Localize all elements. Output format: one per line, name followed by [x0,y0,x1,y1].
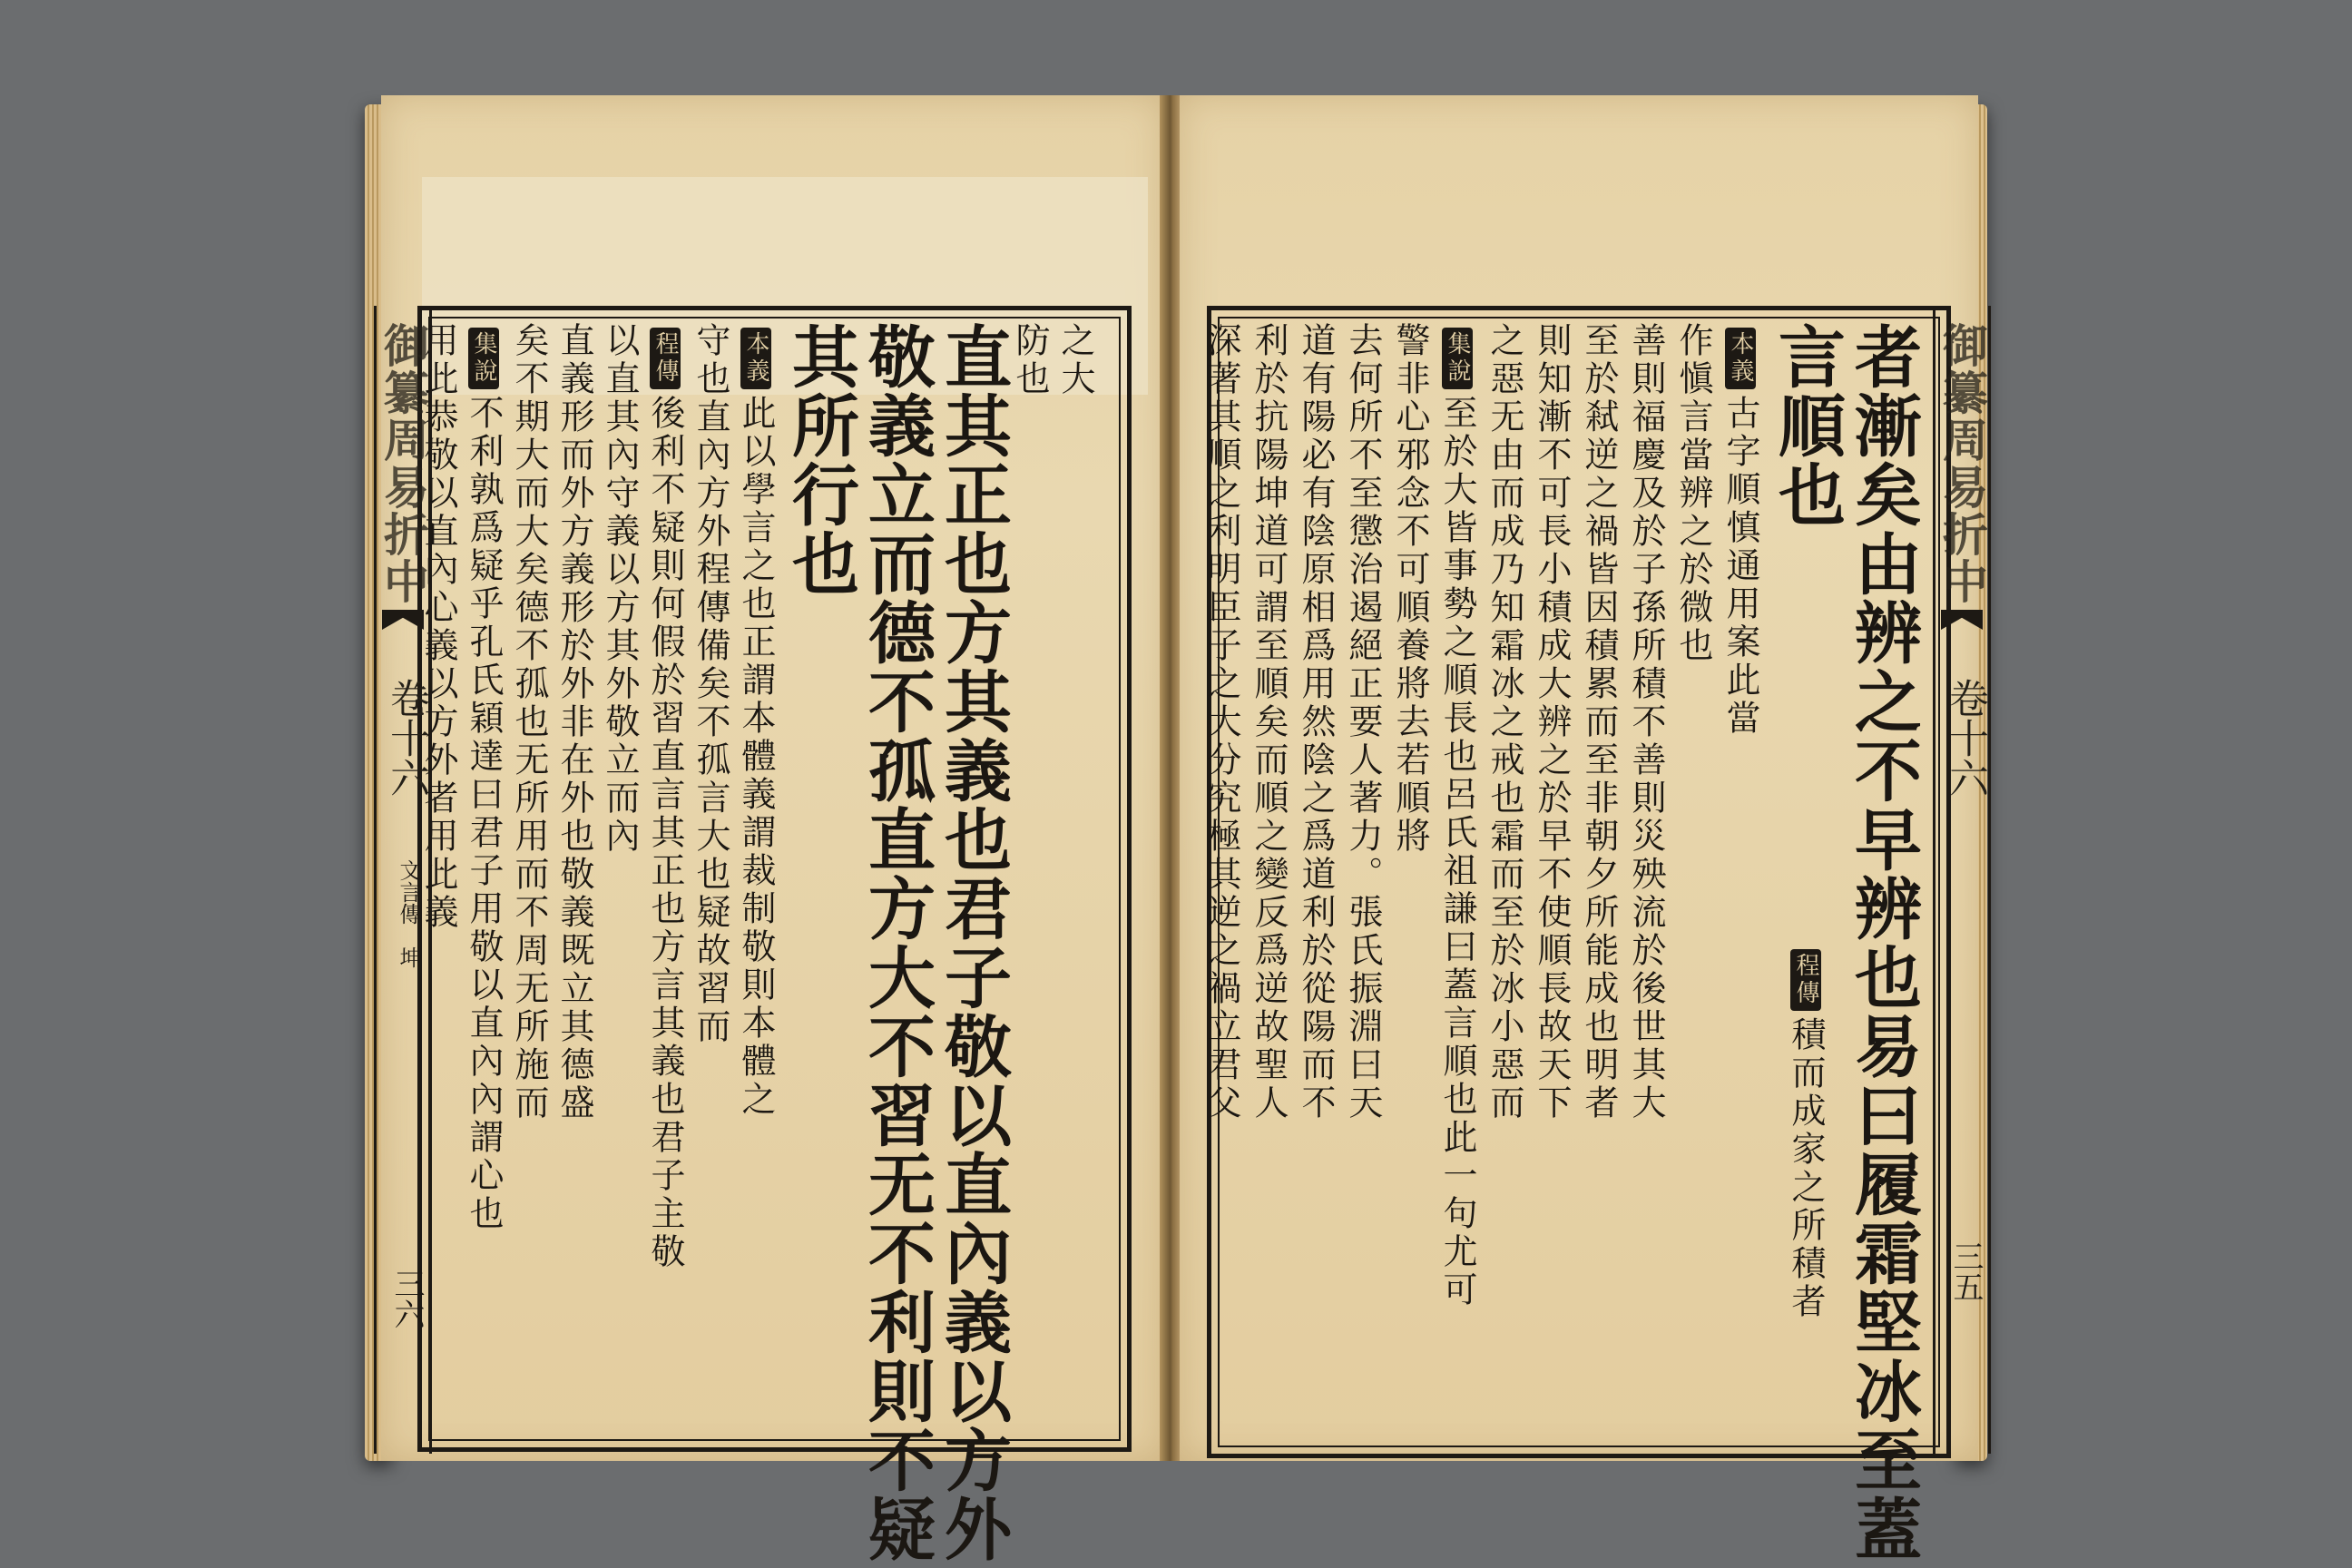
text-column [936,322,1010,1563]
commentary-badge: 程傳 [650,328,681,389]
folio-right: 三五 [1947,1240,1984,1302]
text-column [783,322,858,598]
running-title-left: 御纂周易折中 [377,322,430,605]
column-text: 敬義立而德不孤直方大不習无不利則不疑 [858,322,936,1563]
column-text: 者漸矣由辨之不早辨也易曰履霜堅冰至蓋 [1844,322,1922,1563]
text-column [556,322,593,1122]
section-label-left: 文言傳 坤 [396,859,421,968]
center-fold-strip-right [1933,306,1991,1454]
text-column [1203,322,1240,1122]
running-title-right: 御纂周易折中 [1936,322,1989,605]
text-column [1298,322,1334,1122]
column-text: 去何所不至懲治遏絕正要人著力。張氏振淵曰天 [1343,322,1383,1122]
commentary-badge: 集說 [1442,328,1473,389]
text-column [647,322,683,1271]
column-text: 直義形而外方義形於外非在外也敬義既立其德盛 [554,322,594,1122]
column-text: 此以學言之也正謂本體義謂裁制敬則本體之 [736,395,776,1119]
column-text-tail: 孔氏穎達曰君子用敬以直內內謂心也 [464,623,504,1233]
text-column [1250,322,1287,1122]
column-text: 不利孰爲疑乎 [464,395,504,623]
text-column [692,322,729,1046]
column-text: 矣不期大而大矣德不孤也无所用而不周无所施而 [509,322,549,1122]
cheng-zhuan-text: 積而成家之所積者 [1786,1016,1826,1321]
folio-left: 三六 [388,1268,425,1329]
commentary-badge: 本義 [1725,328,1756,389]
text-column [1486,322,1523,1122]
text-column [738,322,774,1119]
column-text: 之惡无由而成乃知霜冰之戒也霜而至於冰小惡而 [1485,322,1524,1122]
juan-number-right: 卷十六 [1942,678,1988,798]
column-text: 之大 [1055,322,1095,398]
column-text: 古字順慎通用案此當 [1720,395,1760,738]
text-column [1581,322,1617,1122]
text-column [1057,322,1093,398]
left-page [377,95,1163,1563]
text-column [602,322,638,856]
text-column [1345,322,1381,1122]
text-column [466,322,502,1233]
column-text: 言順也 [1768,322,1846,529]
column-text: 至於弒逆之禍皆因積累而至非朝夕所能成也明者 [1579,322,1619,1122]
column-text: 則知漸不可長小積成大辨之於早不使順長故天下 [1532,322,1572,1122]
text-column [1012,322,1048,398]
text-column [1675,322,1711,665]
column-text: 善則福慶及於子孫所積不善則災殃流於後世其大 [1626,322,1666,1122]
open-book [377,95,1989,1563]
column-text-tail: 呂氏祖謙曰蓋言順也此一句尤可 [1437,776,1477,1309]
fish-tail-mark-icon [1941,610,1983,630]
column-text: 防也 [1010,322,1050,398]
text-column [511,322,547,1122]
column-text: 其所行也 [781,322,859,598]
text-column [1534,322,1570,1122]
column-text: 直其正也方其義也君子敬以直內義以方外 [934,322,1012,1563]
column-text-tail: 直言其正也方言其義也君子主敬 [645,738,685,1271]
text-column [1722,322,1759,738]
text-column [859,322,934,1563]
cheng-zhuan-note [1788,944,1824,1321]
right-page [1180,95,1989,1563]
juan-number-left: 卷十六 [383,678,429,798]
column-text: 深著其順之利明臣子之大分究極其逆之禍立君父 [1201,322,1241,1122]
badge-cheng-zhuan: 程傳 [1790,949,1821,1011]
text-column [1439,322,1475,1309]
text-column [1392,322,1428,856]
column-text: 後利不疑則何假於習 [645,395,685,738]
column-text: 作愼言當辨之於微也 [1673,322,1713,665]
column-text: 警非心邪念不可順養將去若順將 [1390,322,1430,856]
column-text: 用此恭敬以直內心義以方外者用此義 [418,322,458,932]
text-column [420,322,456,932]
column-text: 以直其內守義以方其外敬立而內 [600,322,640,856]
text-column [1846,322,1920,1563]
column-text: 道有陽必有陰原相爲用然陰之爲道利於從陽而不 [1296,322,1336,1122]
commentary-badge: 集說 [468,328,499,389]
column-text: 至於大皆事勢之順長也 [1437,395,1477,776]
text-column [1628,322,1664,1122]
text-column [1769,322,1844,529]
column-text: 守也直內方外程傳備矣不孤言大也疑故習而 [691,322,730,1046]
commentary-badge: 本義 [740,328,771,389]
column-text: 利於抗陽坤道可謂至順矣而順之變反爲逆故聖人 [1249,322,1289,1122]
